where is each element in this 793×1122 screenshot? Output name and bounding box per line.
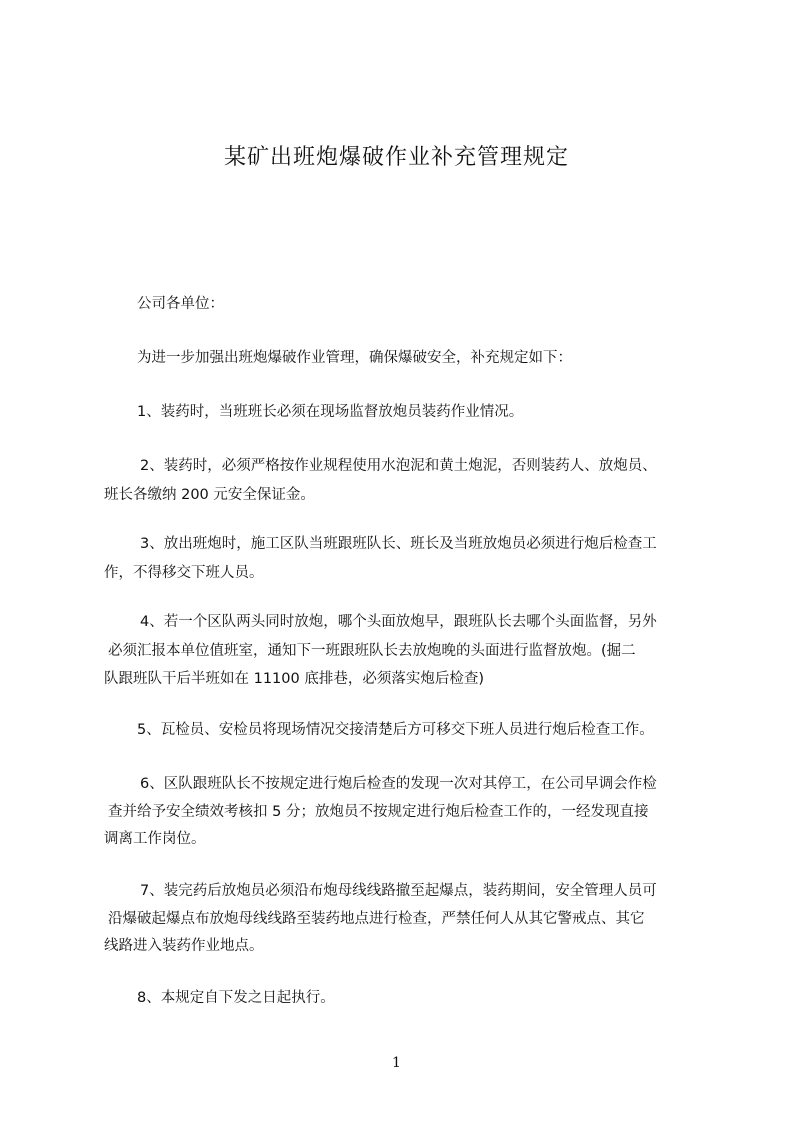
item-6-line-2: 查并给予安全绩效考核扣 5 分；放炮员不按规定进行炮后检查工作的，一经发现直接	[108, 804, 649, 820]
item-8-line-1: 8、本规定自下发之日起执行。	[137, 990, 335, 1006]
item-2-line-2: 班长各缴纳 200 元安全保证金。	[104, 487, 315, 503]
item-4-line-3: 队跟班队干后半班如在 11100 底排巷，必须落实炮后检查)	[104, 671, 484, 687]
item-4-line-1: 4、若一个区队两头同时放炮，哪个头面放炮早，跟班队长去哪个头面监督，另外	[140, 614, 657, 630]
item-6-line-1: 6、区队跟班队长不按规定进行炮后检查的发现一次对其停工，在公司早调会作检	[140, 776, 657, 792]
document-title: 某矿出班炮爆破作业补充管理规定	[223, 145, 569, 170]
item-5-line-1: 5、瓦检员、安检员将现场情况交接清楚后方可移交下班人员进行炮后检查工作。	[137, 722, 654, 738]
item-3-line-1: 3、放出班炮时，施工区队当班跟班队长、班长及当班放炮员必须进行炮后检查工	[140, 536, 657, 552]
item-6-line-3: 调离工作岗位。	[104, 831, 206, 847]
item-7-line-2: 沿爆破起爆点布放炮母线线路至装药地点进行检查，严禁任何人从其它警戒点、其它	[108, 911, 645, 927]
item-1-line-1: 1、装药时，当班班长必须在现场监督放炮员装药作业情况。	[137, 404, 524, 420]
item-3-line-2: 作，不得移交下班人员。	[104, 565, 264, 581]
item-2-line-1: 2、装药时，必须严格按作业规程使用水泡泥和黄土炮泥，否则装药人、放炮员、	[140, 458, 657, 474]
intro-paragraph: 为进一步加强出班炮爆破作业管理，确保爆破安全，补充规定如下：	[137, 350, 572, 366]
item-7-line-3: 线路进入装药作业地点。	[104, 938, 264, 954]
salutation: 公司各单位：	[137, 296, 224, 312]
item-7-line-1: 7、装完药后放炮员必须沿布炮母线线路撤至起爆点，装药期间，安全管理人员可	[140, 883, 657, 899]
item-4-line-2: 必须汇报本单位值班室，通知下一班跟班队长去放炮晚的头面进行监督放炮。(掘二	[108, 643, 636, 659]
page-number: 1	[392, 1055, 401, 1071]
